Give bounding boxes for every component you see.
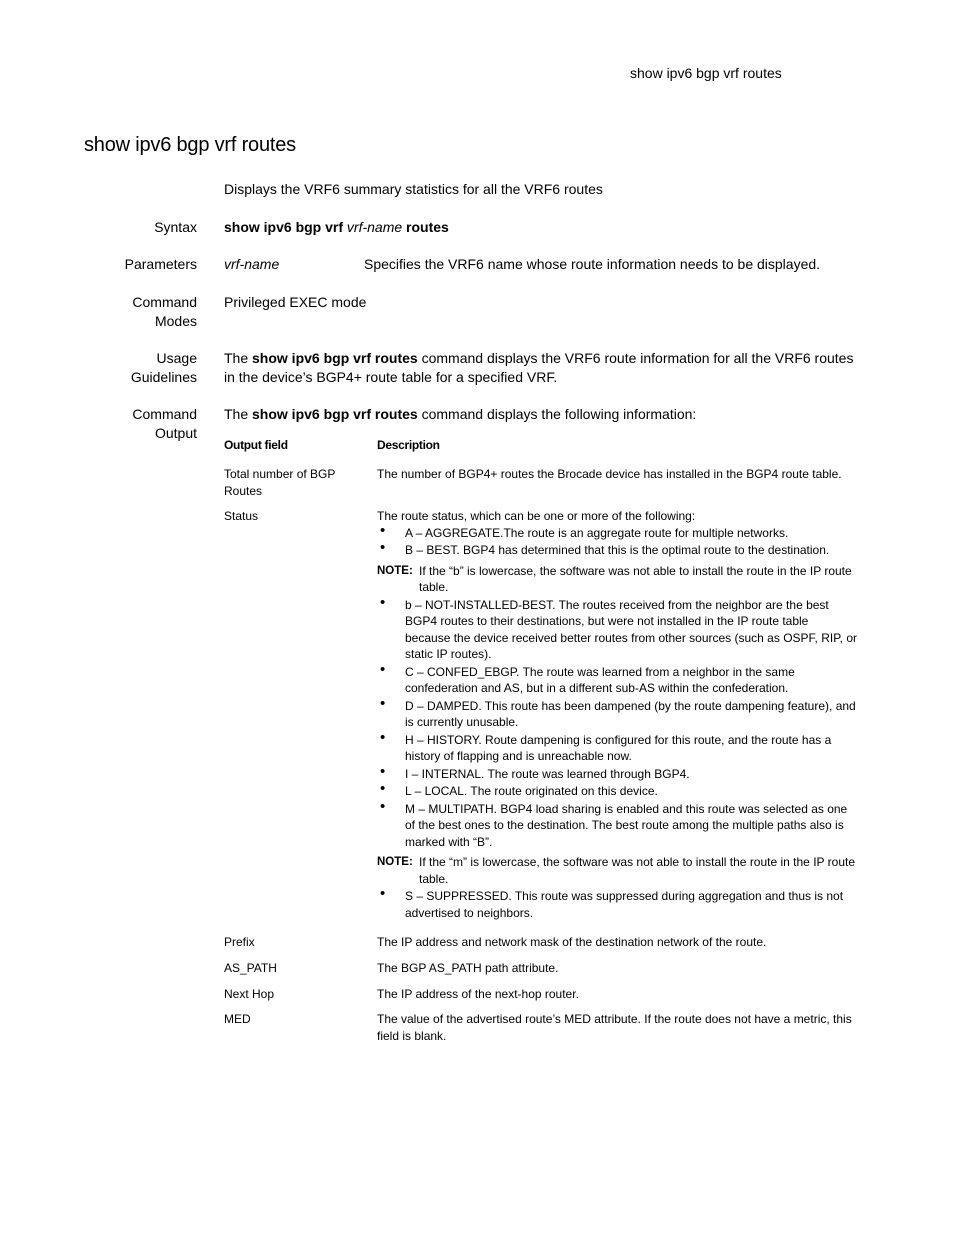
syntax-value bbox=[224, 218, 449, 237]
status-bullet-multipath: • M – MULTIPATH. BGP4 load sharing is enabled and this route was selected as one of the best ones to the destination. The best route among the multiple paths also is marked with “B”. bbox=[377, 801, 857, 851]
table-header-output-field: Output field bbox=[224, 438, 288, 452]
usage-suffix: command displays the VRF6 route information for all the VRF6 routes bbox=[421, 350, 854, 366]
status-bullet-aggregate: • A – AGGREGATE.The route is an aggregate route for multiple networks. bbox=[377, 525, 857, 542]
usage-label-line1: Usage bbox=[156, 350, 197, 366]
table-row-med-desc: The value of the advertised route’s MED attribute. If the route does not have a metric, this field is blank. bbox=[377, 1012, 852, 1043]
table-row-status-desc bbox=[377, 508, 857, 922]
usage-label-line2: Guidelines bbox=[130, 369, 197, 385]
status-bullet-damped: • D – DAMPED. This route has been dampened (by the route dampening feature), and is currently unusable. bbox=[377, 698, 857, 731]
parameters-label: Parameters bbox=[124, 256, 197, 272]
table-row-prefix-field: Prefix bbox=[224, 935, 255, 949]
note-text: If the “b” is lowercase, the software was not able to install the route in the IP route table. bbox=[419, 563, 852, 594]
table-header-description: Description bbox=[377, 438, 440, 452]
syntax-command-tail: routes bbox=[406, 219, 449, 235]
status-note-m bbox=[377, 854, 857, 887]
usage-line2: in the device’s BGP4+ route table for a specified VRF. bbox=[224, 369, 558, 385]
parameter-description: Specifies the VRF6 name whose route information needs to be displayed. bbox=[364, 256, 821, 272]
status-bullet-internal: • I – INTERNAL. The route was learned through BGP4. bbox=[377, 766, 857, 783]
command-output-label bbox=[90, 405, 197, 443]
output-label-line1: Command bbox=[132, 406, 197, 422]
table-row-total-field: Total number of BGP Routes bbox=[224, 467, 336, 498]
output-label-line2: Output bbox=[154, 425, 197, 441]
table-row-status-field: Status bbox=[224, 509, 259, 523]
usage-guidelines-text bbox=[224, 349, 874, 387]
running-header: show ipv6 bgp vrf routes bbox=[630, 65, 782, 81]
usage-prefix: The bbox=[224, 350, 249, 366]
command-summary: Displays the VRF6 summary statistics for all the VRF6 routes bbox=[224, 181, 603, 197]
usage-command: show ipv6 bgp vrf routes bbox=[252, 350, 418, 366]
status-bullet-local: • L – LOCAL. The route originated on this device. bbox=[377, 783, 857, 800]
status-bullet-not-installed: • b – NOT-INSTALLED-BEST. The routes received from the neighbor are the best BGP4 routes to their destinations, but were not installed in the IP route table because the device received better routes from other sources (such as OSPF, RIP, or static IP routes). bbox=[377, 597, 857, 663]
output-command: show ipv6 bgp vrf routes bbox=[252, 406, 418, 422]
usage-guidelines-label bbox=[90, 349, 197, 387]
table-row-prefix-desc: The IP address and network mask of the destination network of the route. bbox=[377, 935, 767, 949]
status-bullet-suppressed: • S – SUPPRESSED. This route was suppressed during aggregation and thus is not advertised to neighbors. bbox=[377, 888, 857, 921]
output-suffix: command displays the following information: bbox=[421, 406, 697, 422]
parameter-name: vrf-name bbox=[224, 256, 280, 272]
note-label: NOTE: bbox=[377, 856, 413, 868]
status-note-b bbox=[377, 563, 857, 596]
command-modes-label-line1: Command bbox=[132, 294, 197, 310]
output-prefix: The bbox=[224, 406, 249, 422]
table-row-aspath-field: AS_PATH bbox=[224, 961, 277, 975]
table-row-aspath-desc: The BGP AS_PATH path attribute. bbox=[377, 961, 559, 975]
note-label: NOTE: bbox=[377, 564, 413, 577]
note-text: If the “m” is lowercase, the software was not able to install the route in the IP route table. bbox=[419, 855, 855, 886]
command-modes-label bbox=[90, 293, 197, 331]
table-row-total-desc: The number of BGP4+ routes the Brocade device has installed in the BGP4 route table. bbox=[377, 467, 842, 481]
syntax-argument: vrf-name bbox=[346, 219, 403, 235]
status-intro: The route status, which can be one or more of the following: bbox=[377, 509, 696, 523]
command-modes-value: Privileged EXEC mode bbox=[224, 294, 367, 310]
command-output-intro bbox=[224, 405, 696, 424]
page-title: show ipv6 bgp vrf routes bbox=[84, 134, 296, 156]
syntax-command: show ipv6 bgp vrf bbox=[224, 219, 344, 235]
status-bullet-best: • B – BEST. BGP4 has determined that this is the optimal route to the destination. bbox=[377, 542, 857, 559]
command-modes-label-line2: Modes bbox=[154, 313, 197, 329]
status-bullet-history: • H – HISTORY. Route dampening is configured for this route, and the route has a history of flapping and is unreachable now. bbox=[377, 732, 857, 765]
table-row-med-field: MED bbox=[224, 1012, 251, 1026]
table-row-nexthop-field: Next Hop bbox=[224, 987, 275, 1001]
status-bullet-confed: • C – CONFED_EBGP. The route was learned from a neighbor in the same confederation and AS, but in a different sub-AS within the confederation. bbox=[377, 664, 857, 697]
syntax-label: Syntax bbox=[154, 219, 197, 235]
table-row-nexthop-desc: The IP address of the next-hop router. bbox=[377, 987, 579, 1001]
